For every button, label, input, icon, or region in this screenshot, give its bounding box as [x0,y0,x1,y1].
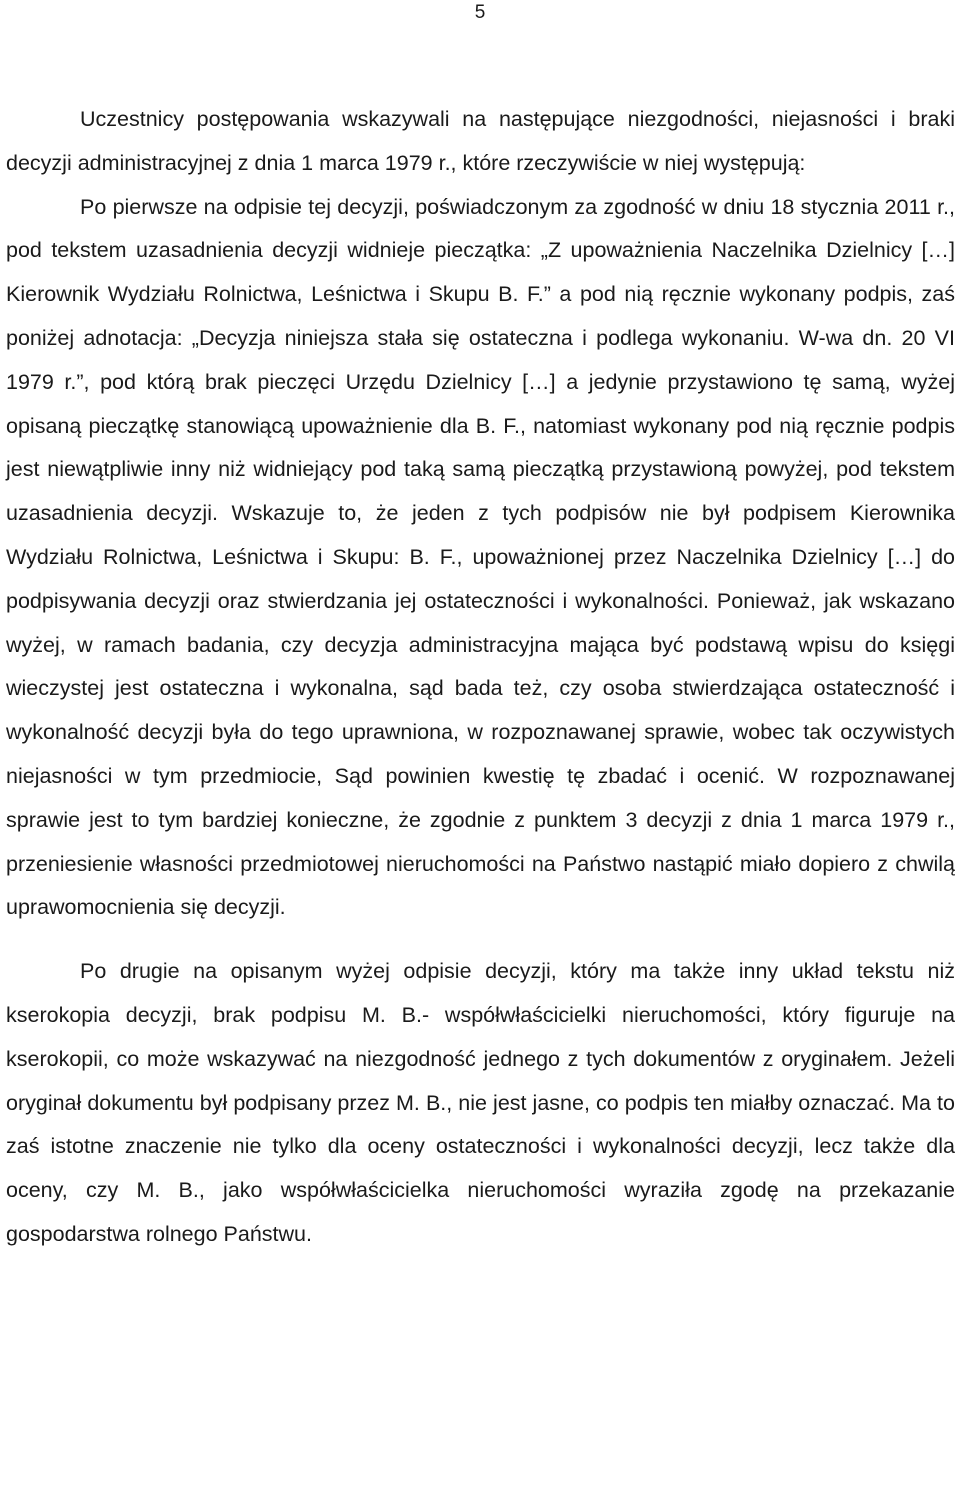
paragraph-1: Uczestnicy postępowania wskazywali na następujące niezgodności, niejasności i braki decyzji administracyjnej z dnia 1 marca 1979 r., które rzeczywiście w niej występują: [6,107,955,175]
document-body [6,98,955,1257]
paragraph-2: Po pierwsze na odpisie tej decyzji, poświadczonym za zgodność w dniu 18 stycznia 2011 r., pod tekstem uzasadnienia decyzji widnieje pieczątka: „Z upoważnienia Naczelnika Dzielnicy […] Kierownik Wydziału Rolnictwa, Leśnictwa i Skupu B. F.” a pod nią ręcznie wykonany podpis, zaś poniżej adnotacja: „Decyzja niniejsza stała się ostateczna i podlega wykonaniu. W-wa dn. 20 VI 1979 r.”, pod którą brak pieczęci Urzędu Dzielnicy […] a jedynie przystawiono tę samą, wyżej opisaną pieczątkę stanowiącą upoważnienie dla B. F., natomiast wykonany pod nią ręcznie podpis jest niewątpliwie inny niż widniejący pod taką samą pieczątką przystawioną powyżej, pod tekstem uzasadnienia decyzji. Wskazuje to, że jeden z tych podpisów nie był podpisem Kierownika Wydziału Rolnictwa, Leśnictwa i Skupu: B. F., upoważnionej przez Naczelnika Dzielnicy […] do podpisywania decyzji oraz stwierdzania jej ostateczności i wykonalności. Ponieważ, jak wskazano wyżej, w ramach badania, czy decyzja administracyjna mająca być podstawą wpisu do księgi wieczystej jest ostateczna i wykonalna, sąd bada też, czy osoba stwierdzająca ostateczność i wykonalność decyzji była do tego uprawniona, w rozpoznawanej sprawie, wobec tak oczywistych niejasności w tym przedmiocie, Sąd powinien kwestię tę zbadać i ocenić. W rozpoznawanej sprawie jest to tym bardziej konieczne, że zgodnie z punktem 3 decyzji z dnia 1 marca 1979 r., przeniesienie własności przedmiotowej nieruchomości na Państwo nastąpić miało dopiero z chwilą uprawomocnienia się decyzji. [6,194,955,920]
paragraph-3: Po drugie na opisanym wyżej odpisie decyzji, który ma także inny układ tekstu niż kserokopia decyzji, brak podpisu M. B.- współwłaścicielki nieruchomości, który figuruje na kserokopii, co może wskazywać na niezgodność jednego z tych dokumentów z oryginałem. Jeżeli oryginał dokumentu był podpisany przez M. B., nie jest jasne, co podpis ten miałby oznaczać. Ma to zaś istotne znaczenie nie tylko dla oceny ostateczności i wykonalności decyzji, lecz także dla oceny, czy M. B., jako współwłaścicielka nieruchomości wyraziła zgodę na przekazanie gospodarstwa rolnego Państwu. [6,959,955,1246]
page-number: 5 [474,2,486,23]
